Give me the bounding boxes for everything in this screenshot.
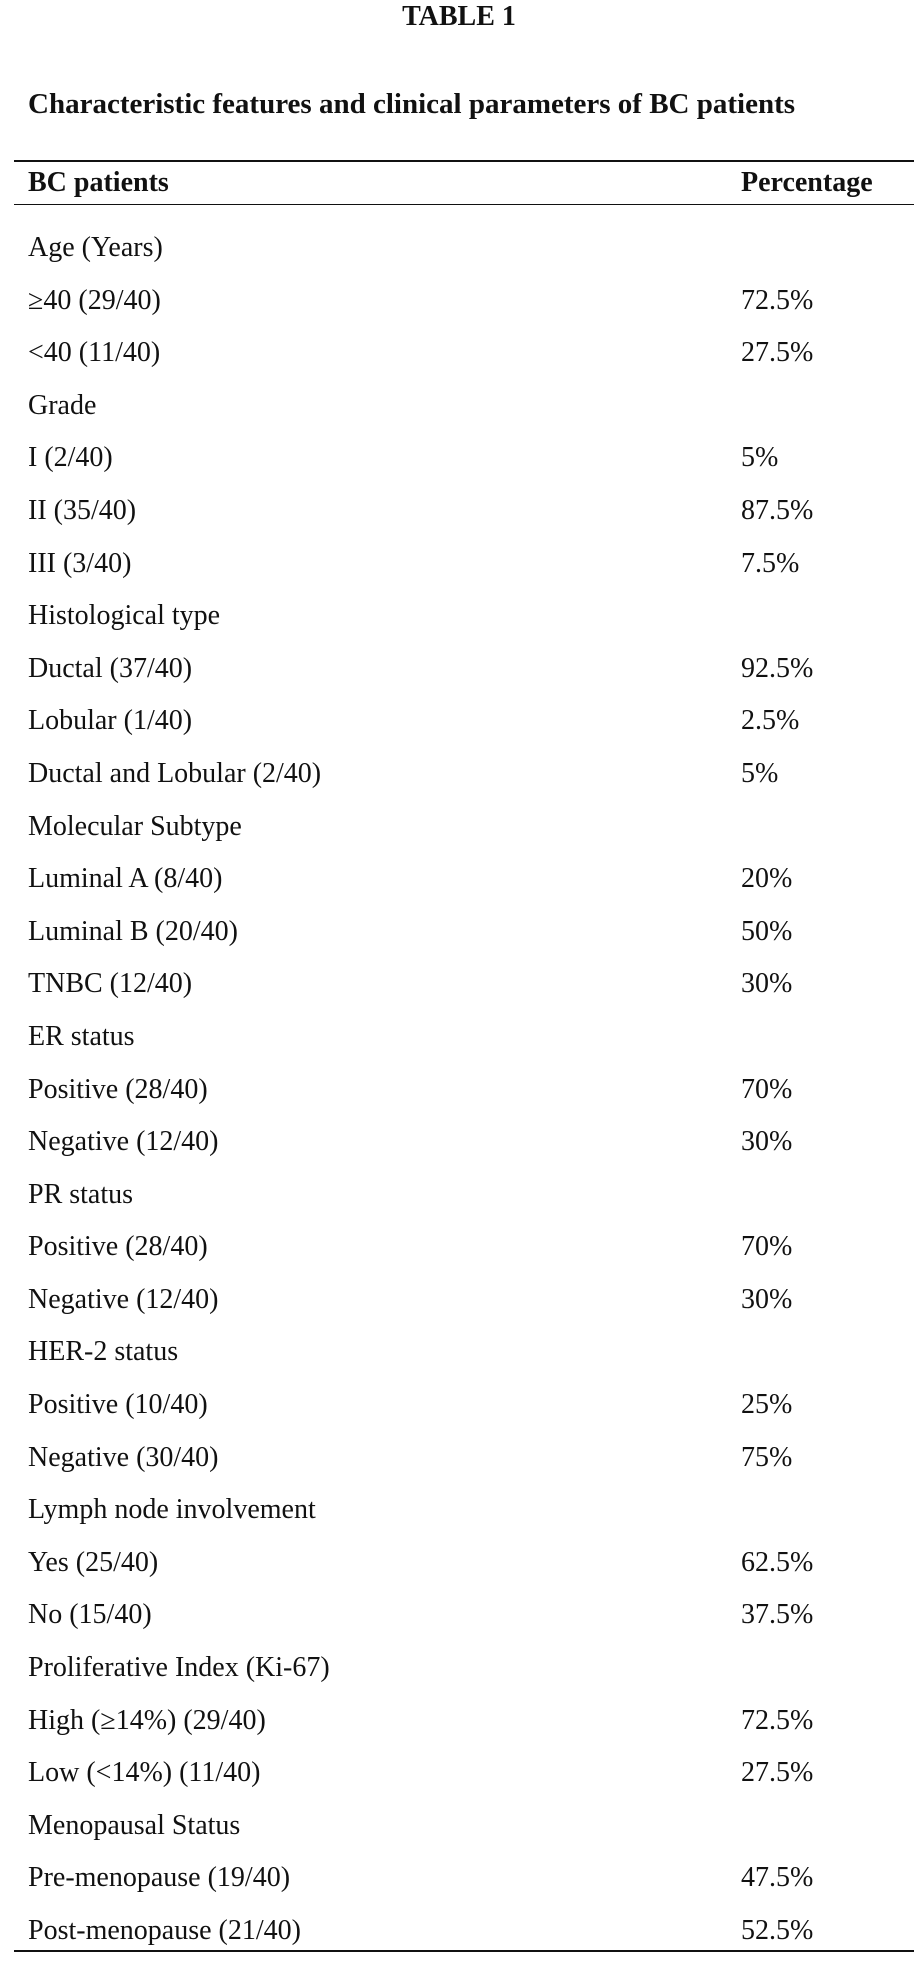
table-row	[28, 1860, 894, 1913]
row-label: High (≥14%) (29/40)	[28, 1704, 266, 1736]
row-percentage: 5%	[741, 442, 779, 474]
row-percentage: 72.5%	[741, 1704, 814, 1736]
row-label: ≥40 (29/40)	[28, 284, 161, 316]
row-percentage: 27.5%	[741, 337, 814, 369]
row-percentage: 37.5%	[741, 1599, 814, 1631]
row-percentage: 20%	[741, 863, 793, 895]
table-row	[28, 1282, 894, 1335]
row-label: PR status	[28, 1178, 134, 1210]
row-label: Positive (10/40)	[28, 1389, 208, 1421]
header-bc-patients: BC patients	[28, 167, 169, 198]
row-percentage: 92.5%	[741, 652, 814, 684]
table-row	[28, 1440, 894, 1493]
row-label: Age (Years)	[28, 232, 163, 263]
table-label: TABLE 1	[402, 1, 516, 32]
row-label: I (2/40)	[28, 442, 113, 474]
row-percentage: 70%	[741, 1073, 793, 1105]
table-row	[28, 1177, 894, 1230]
row-label: Luminal B (20/40)	[28, 915, 238, 947]
row-label: II (35/40)	[28, 494, 137, 526]
table-row	[28, 1387, 894, 1440]
row-percentage: 25%	[741, 1389, 793, 1421]
row-label: Ductal (37/40)	[28, 652, 193, 684]
table-header-rule	[14, 204, 914, 205]
table-bottom-rule	[14, 1950, 914, 1952]
row-label: Post-menopause (21/40)	[28, 1915, 301, 1946]
row-percentage: 52.5%	[741, 1915, 814, 1946]
row-label: Positive (28/40)	[28, 1231, 208, 1263]
row-label: Positive (28/40)	[28, 1073, 208, 1105]
row-label: Molecular Subtype	[28, 810, 242, 842]
table-row	[28, 914, 894, 967]
row-percentage: 5%	[741, 757, 779, 789]
table-row	[28, 1597, 894, 1650]
row-percentage: 27.5%	[741, 1757, 814, 1789]
row-percentage: 30%	[741, 1283, 793, 1315]
table-row	[28, 440, 894, 493]
row-label: Low (<14%) (11/40)	[28, 1757, 261, 1789]
table-row	[28, 1334, 894, 1387]
row-label: Yes (25/40)	[28, 1546, 159, 1578]
table-caption: Characteristic features and clinical parameters of BC patients	[28, 88, 796, 120]
table-row	[28, 651, 894, 704]
row-label: Luminal A (8/40)	[28, 863, 223, 895]
row-label: Negative (12/40)	[28, 1283, 219, 1315]
table-row	[28, 703, 894, 756]
table-row	[28, 1755, 894, 1808]
table-row	[28, 966, 894, 1019]
table-row	[28, 861, 894, 914]
row-percentage: 47.5%	[741, 1862, 814, 1894]
table-row	[28, 1650, 894, 1703]
table-row	[28, 1808, 894, 1861]
table-row	[28, 1124, 894, 1177]
table-top-rule	[14, 160, 914, 162]
row-percentage: 87.5%	[741, 494, 814, 526]
row-label: Ductal and Lobular (2/40)	[28, 757, 322, 789]
row-label: Negative (30/40)	[28, 1441, 219, 1473]
table-row	[28, 1072, 894, 1125]
row-percentage: 50%	[741, 915, 793, 947]
row-percentage: 75%	[741, 1441, 793, 1473]
row-label: ER status	[28, 1020, 135, 1052]
table-row	[28, 283, 894, 336]
table-row	[28, 1019, 894, 1072]
table-row	[28, 335, 894, 388]
table-row	[28, 1913, 894, 1966]
table-row	[28, 493, 894, 546]
table-row	[28, 1229, 894, 1282]
row-label: Lobular (1/40)	[28, 705, 193, 737]
table-header-row	[28, 164, 894, 202]
table-row	[28, 1703, 894, 1756]
table-row	[28, 598, 894, 651]
table-row	[28, 388, 894, 441]
row-label: Lymph node involvement	[28, 1494, 316, 1526]
row-label: HER-2 status	[28, 1336, 179, 1368]
row-label: No (15/40)	[28, 1599, 152, 1631]
row-label: III (3/40)	[28, 547, 132, 579]
table-row	[28, 756, 894, 809]
row-percentage: 7.5%	[741, 547, 800, 579]
table-row	[28, 230, 894, 283]
row-percentage: 30%	[741, 1126, 793, 1158]
row-percentage: 62.5%	[741, 1546, 814, 1578]
row-label: Menopausal Status	[28, 1809, 241, 1841]
row-label: <40 (11/40)	[28, 337, 161, 369]
row-label: Pre-menopause (19/40)	[28, 1862, 291, 1894]
row-label: Proliferative Index (Ki-67)	[28, 1652, 330, 1684]
table-row	[28, 1545, 894, 1598]
row-percentage: 2.5%	[741, 705, 800, 737]
table-row	[28, 1492, 894, 1545]
row-percentage: 72.5%	[741, 284, 814, 316]
row-label: Negative (12/40)	[28, 1126, 219, 1158]
row-percentage: 30%	[741, 968, 793, 1000]
row-percentage: 70%	[741, 1231, 793, 1263]
table-row	[28, 546, 894, 599]
row-label: Histological type	[28, 600, 221, 632]
table-row	[28, 809, 894, 862]
row-label: Grade	[28, 389, 97, 421]
table-body	[28, 230, 894, 1966]
row-label: TNBC (12/40)	[28, 968, 193, 1000]
header-percentage: Percentage	[741, 167, 873, 198]
